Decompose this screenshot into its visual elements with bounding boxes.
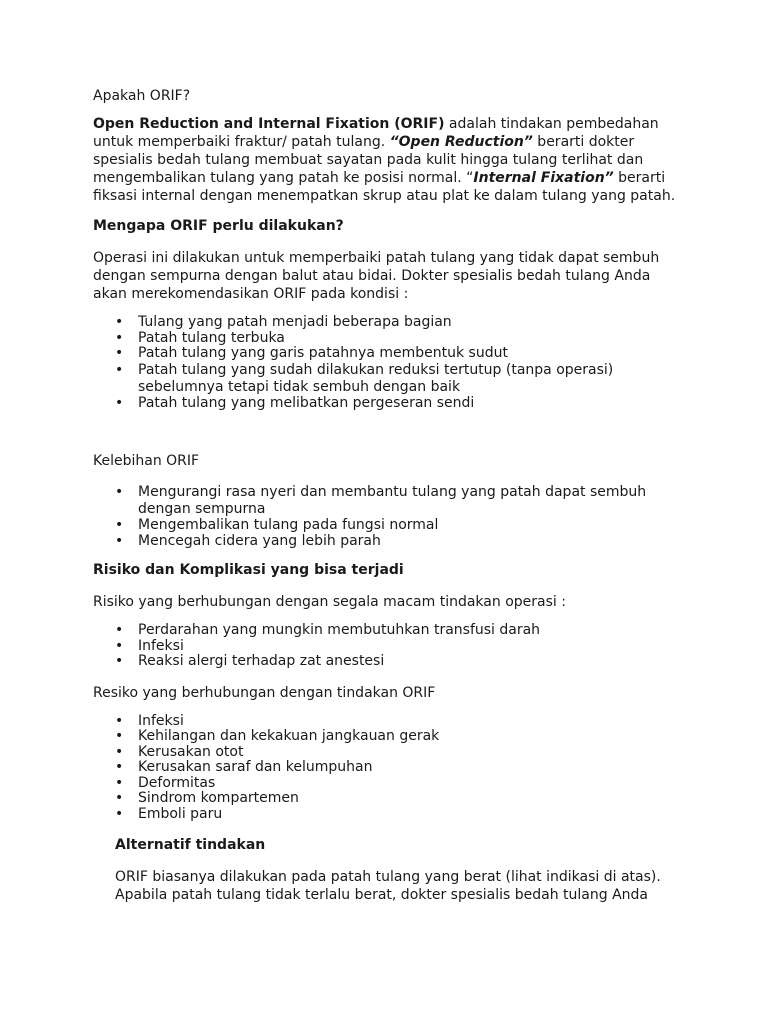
bullet-icon: • — [115, 532, 124, 549]
text-segment: berarti dokter spesialis bedah tulang membuat sayatan pada kulit hingga tulang terlihat dan mengembalikan tulang yang patah ke posisi normal. “ — [93, 134, 644, 186]
bullet-icon: • — [115, 637, 124, 654]
paragraph-alternatif: ORIF biasanya dilakukan pada patah tulang yang berat (lihat indikasi di atas). Apabila patah tulang tidak terlalu berat, dokter spesialis bedah tulang Anda — [115, 869, 661, 903]
list-item: • Infeksi — [115, 712, 184, 729]
bullet-icon: • — [115, 759, 124, 775]
bullet-icon: • — [115, 345, 124, 361]
bullet-icon: • — [115, 653, 124, 669]
heading-risiko: Risiko dan Komplikasi yang bisa terjadi — [93, 562, 404, 578]
paragraph-risiko-umum: Risiko yang berhubungan dengan segala macam tindakan operasi : — [93, 594, 566, 610]
bullet-icon: • — [115, 712, 124, 729]
list-item: • Reaksi alergi terhadap zat anestesi — [115, 653, 385, 669]
term-open-reduction: “Open Reduction” — [389, 134, 533, 150]
list-item: • Patah tulang terbuka — [115, 329, 285, 346]
bullet-icon: • — [115, 484, 124, 500]
list-item: • Patah tulang yang sudah dilakukan reduksi tertutup (tanpa operasi) sebelumnya tetapi tidak sembuh dengan baik — [115, 361, 614, 395]
bullet-icon: • — [115, 329, 124, 346]
term-internal-fixation: Internal Fixation” — [473, 170, 614, 186]
list-item: • Emboli paru — [115, 805, 223, 822]
text-segment: adalah tindakan pembedahan untuk memperbaiki fraktur/ patah tulang. — [93, 116, 659, 150]
list-item: • Patah tulang yang melibatkan pergeseran sendi — [115, 394, 475, 411]
list-item: • Mencegah cidera yang lebih parah — [115, 532, 381, 549]
list-item: • Mengembalikan tulang pada fungsi normal — [115, 517, 439, 533]
list-item: • Tulang yang patah menjadi beberapa bagian — [115, 314, 452, 330]
list-item: • Mengurangi rasa nyeri dan membantu tulang yang patah dapat sembuh dengan sempurna — [115, 484, 647, 517]
bullet-icon: • — [115, 743, 124, 760]
heading-kelebihan-orif: Kelebihan ORIF — [93, 453, 200, 469]
list-item: • Perdarahan yang mungkin membutuhkan transfusi darah — [115, 622, 541, 638]
bullet-icon: • — [115, 622, 124, 638]
paragraph-orif-definition — [93, 115, 683, 205]
list-advantages — [93, 484, 683, 549]
bullet-icon: • — [115, 805, 124, 822]
list-indications — [93, 315, 683, 411]
list-item: • Patah tulang yang garis patahnya membentuk sudut — [115, 345, 508, 361]
text-segment: berarti fiksasi internal dengan menempatkan skrup atau plat ke dalam tulang yang patah. — [93, 170, 676, 204]
bullet-icon: • — [115, 774, 124, 791]
list-item: • Kerusakan otot — [115, 743, 244, 760]
list-item: • Deformitas — [115, 774, 216, 791]
bullet-icon: • — [115, 314, 124, 330]
paragraph-mengapa: Operasi ini dilakukan untuk memperbaiki patah tulang yang tidak dapat sembuh dengan sempurna dengan balut atau bidai. Dokter spesialis bedah tulang Anda akan merekomendasikan ORIF pada kondisi : — [93, 250, 660, 302]
list-item: • Kehilangan dan kekakuan jangkauan gerak — [115, 728, 440, 744]
bullet-icon: • — [115, 728, 124, 744]
bullet-icon: • — [115, 361, 124, 378]
heading-apakah-orif: Apakah ORIF? — [93, 88, 191, 104]
list-orif-risks — [93, 714, 683, 823]
bullet-icon: • — [115, 394, 124, 411]
section-alternatif — [93, 836, 683, 904]
list-item: • Infeksi — [115, 637, 184, 654]
heading-alternatif: Alternatif tindakan — [115, 837, 266, 853]
bullet-icon: • — [115, 790, 124, 806]
list-item: • Sindrom kompartemen — [115, 790, 299, 806]
list-general-risks — [93, 623, 683, 670]
paragraph-risiko-orif: Resiko yang berhubungan dengan tindakan ORIF — [93, 684, 436, 701]
list-item: • Kerusakan saraf dan kelumpuhan — [115, 759, 373, 775]
term-orif: Open Reduction and Internal Fixation (ORIF) — [93, 116, 445, 132]
bullet-icon: • — [115, 517, 124, 533]
document-page — [93, 84, 683, 904]
heading-mengapa-orif: Mengapa ORIF perlu dilakukan? — [93, 218, 344, 234]
